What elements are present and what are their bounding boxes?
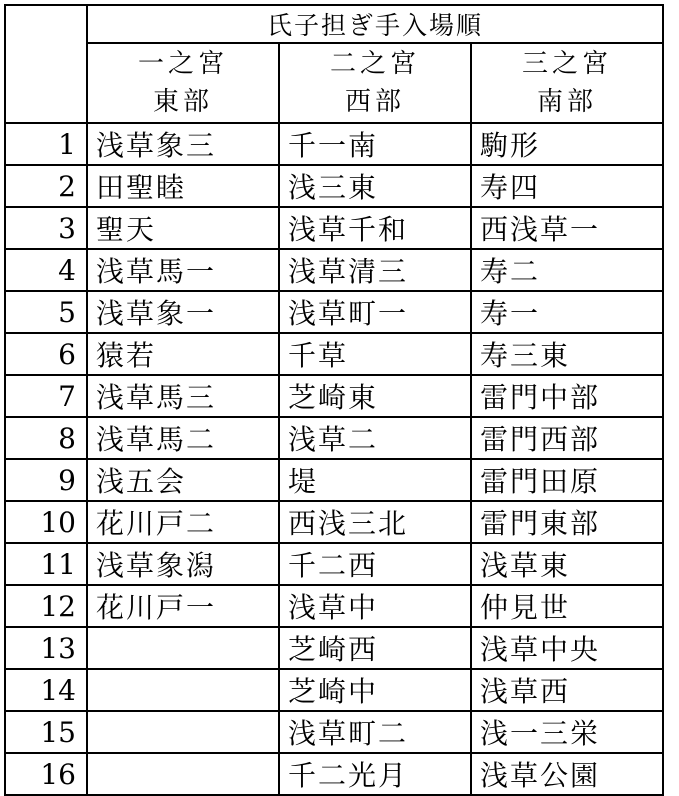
sannomiya-cell: 駒形 [471,123,663,165]
sannomiya-cell: 寿一 [471,291,663,333]
table-row [5,459,663,501]
ichinomiya-cell: 聖天 [87,207,279,249]
ichinomiya-cell: 花川戸一 [87,585,279,627]
ninomiya-cell: 西浅三北 [279,501,471,543]
ninomiya-cell: 浅草町一 [279,291,471,333]
table-title: 氏子担ぎ手入場順 [87,5,663,43]
sannomiya-cell: 浅草西 [471,669,663,711]
row-number-cell: 16 [5,753,87,795]
row-number-cell: 1 [5,123,87,165]
sannomiya-cell: 浅草東 [471,543,663,585]
column-header-ninomiya [279,43,471,123]
ninomiya-cell: 芝崎東 [279,375,471,417]
table-row [5,417,663,459]
ichinomiya-cell: 猿若 [87,333,279,375]
ninomiya-cell: 千二西 [279,543,471,585]
row-number-cell: 4 [5,249,87,291]
row-number-cell: 12 [5,585,87,627]
entry-order-table [4,4,664,796]
table-row [5,543,663,585]
table-row [5,585,663,627]
column-header-line1: 一之宮 [137,49,228,79]
ichinomiya-cell: 浅草象三 [87,123,279,165]
table-row [5,501,663,543]
table-row [5,207,663,249]
ninomiya-cell: 浅三東 [279,165,471,207]
ninomiya-cell: 芝崎西 [279,627,471,669]
row-number-cell: 7 [5,375,87,417]
column-header-line2: 南部 [536,87,597,117]
column-header-line1: 二之宮 [329,49,420,79]
title-row [5,5,663,43]
column-header-line2: 東部 [152,87,213,117]
table-row [5,249,663,291]
column-header-ichinomiya [87,43,279,123]
ninomiya-cell: 浅草清三 [279,249,471,291]
table-row [5,711,663,753]
table-row [5,333,663,375]
row-number-cell: 2 [5,165,87,207]
sannomiya-cell: 雷門東部 [471,501,663,543]
row-number-cell: 11 [5,543,87,585]
ichinomiya-cell: 田聖睦 [87,165,279,207]
row-number-cell: 6 [5,333,87,375]
table-row [5,123,663,165]
row-number-cell: 8 [5,417,87,459]
sannomiya-cell: 寿二 [471,249,663,291]
ninomiya-cell: 芝崎中 [279,669,471,711]
table-row [5,627,663,669]
row-number-cell: 5 [5,291,87,333]
sannomiya-cell: 雷門中部 [471,375,663,417]
sannomiya-cell: 浅草中央 [471,627,663,669]
ninomiya-cell: 浅草町二 [279,711,471,753]
ichinomiya-cell: 浅草馬二 [87,417,279,459]
corner-cell [5,5,87,123]
row-number-cell: 9 [5,459,87,501]
ninomiya-cell: 浅草二 [279,417,471,459]
ichinomiya-cell: 浅草象潟 [87,543,279,585]
column-header-line2: 西部 [344,87,405,117]
ichinomiya-cell [87,627,279,669]
sannomiya-cell: 雷門西部 [471,417,663,459]
ichinomiya-cell: 浅五会 [87,459,279,501]
table-row [5,291,663,333]
ninomiya-cell: 浅草千和 [279,207,471,249]
ninomiya-cell: 堤 [279,459,471,501]
table-row [5,165,663,207]
ichinomiya-cell: 浅草馬一 [87,249,279,291]
ichinomiya-cell: 花川戸二 [87,501,279,543]
row-number-cell: 3 [5,207,87,249]
ichinomiya-cell [87,669,279,711]
column-header-line1: 三之宮 [521,49,612,79]
entry-order-table-wrapper [4,4,664,796]
ninomiya-cell: 千草 [279,333,471,375]
sannomiya-cell: 寿四 [471,165,663,207]
row-number-cell: 14 [5,669,87,711]
ninomiya-cell: 千二光月 [279,753,471,795]
row-number-cell: 13 [5,627,87,669]
row-number-cell: 15 [5,711,87,753]
ichinomiya-cell [87,753,279,795]
table-row [5,753,663,795]
table-row [5,669,663,711]
sannomiya-cell: 浅一三栄 [471,711,663,753]
ichinomiya-cell: 浅草象一 [87,291,279,333]
sannomiya-cell: 雷門田原 [471,459,663,501]
ninomiya-cell: 千一南 [279,123,471,165]
table-row [5,375,663,417]
ichinomiya-cell [87,711,279,753]
sannomiya-cell: 仲見世 [471,585,663,627]
row-number-cell: 10 [5,501,87,543]
sannomiya-cell: 浅草公園 [471,753,663,795]
column-header-sannomiya [471,43,663,123]
ninomiya-cell: 浅草中 [279,585,471,627]
ichinomiya-cell: 浅草馬三 [87,375,279,417]
header-row [5,43,663,123]
sannomiya-cell: 西浅草一 [471,207,663,249]
sannomiya-cell: 寿三東 [471,333,663,375]
